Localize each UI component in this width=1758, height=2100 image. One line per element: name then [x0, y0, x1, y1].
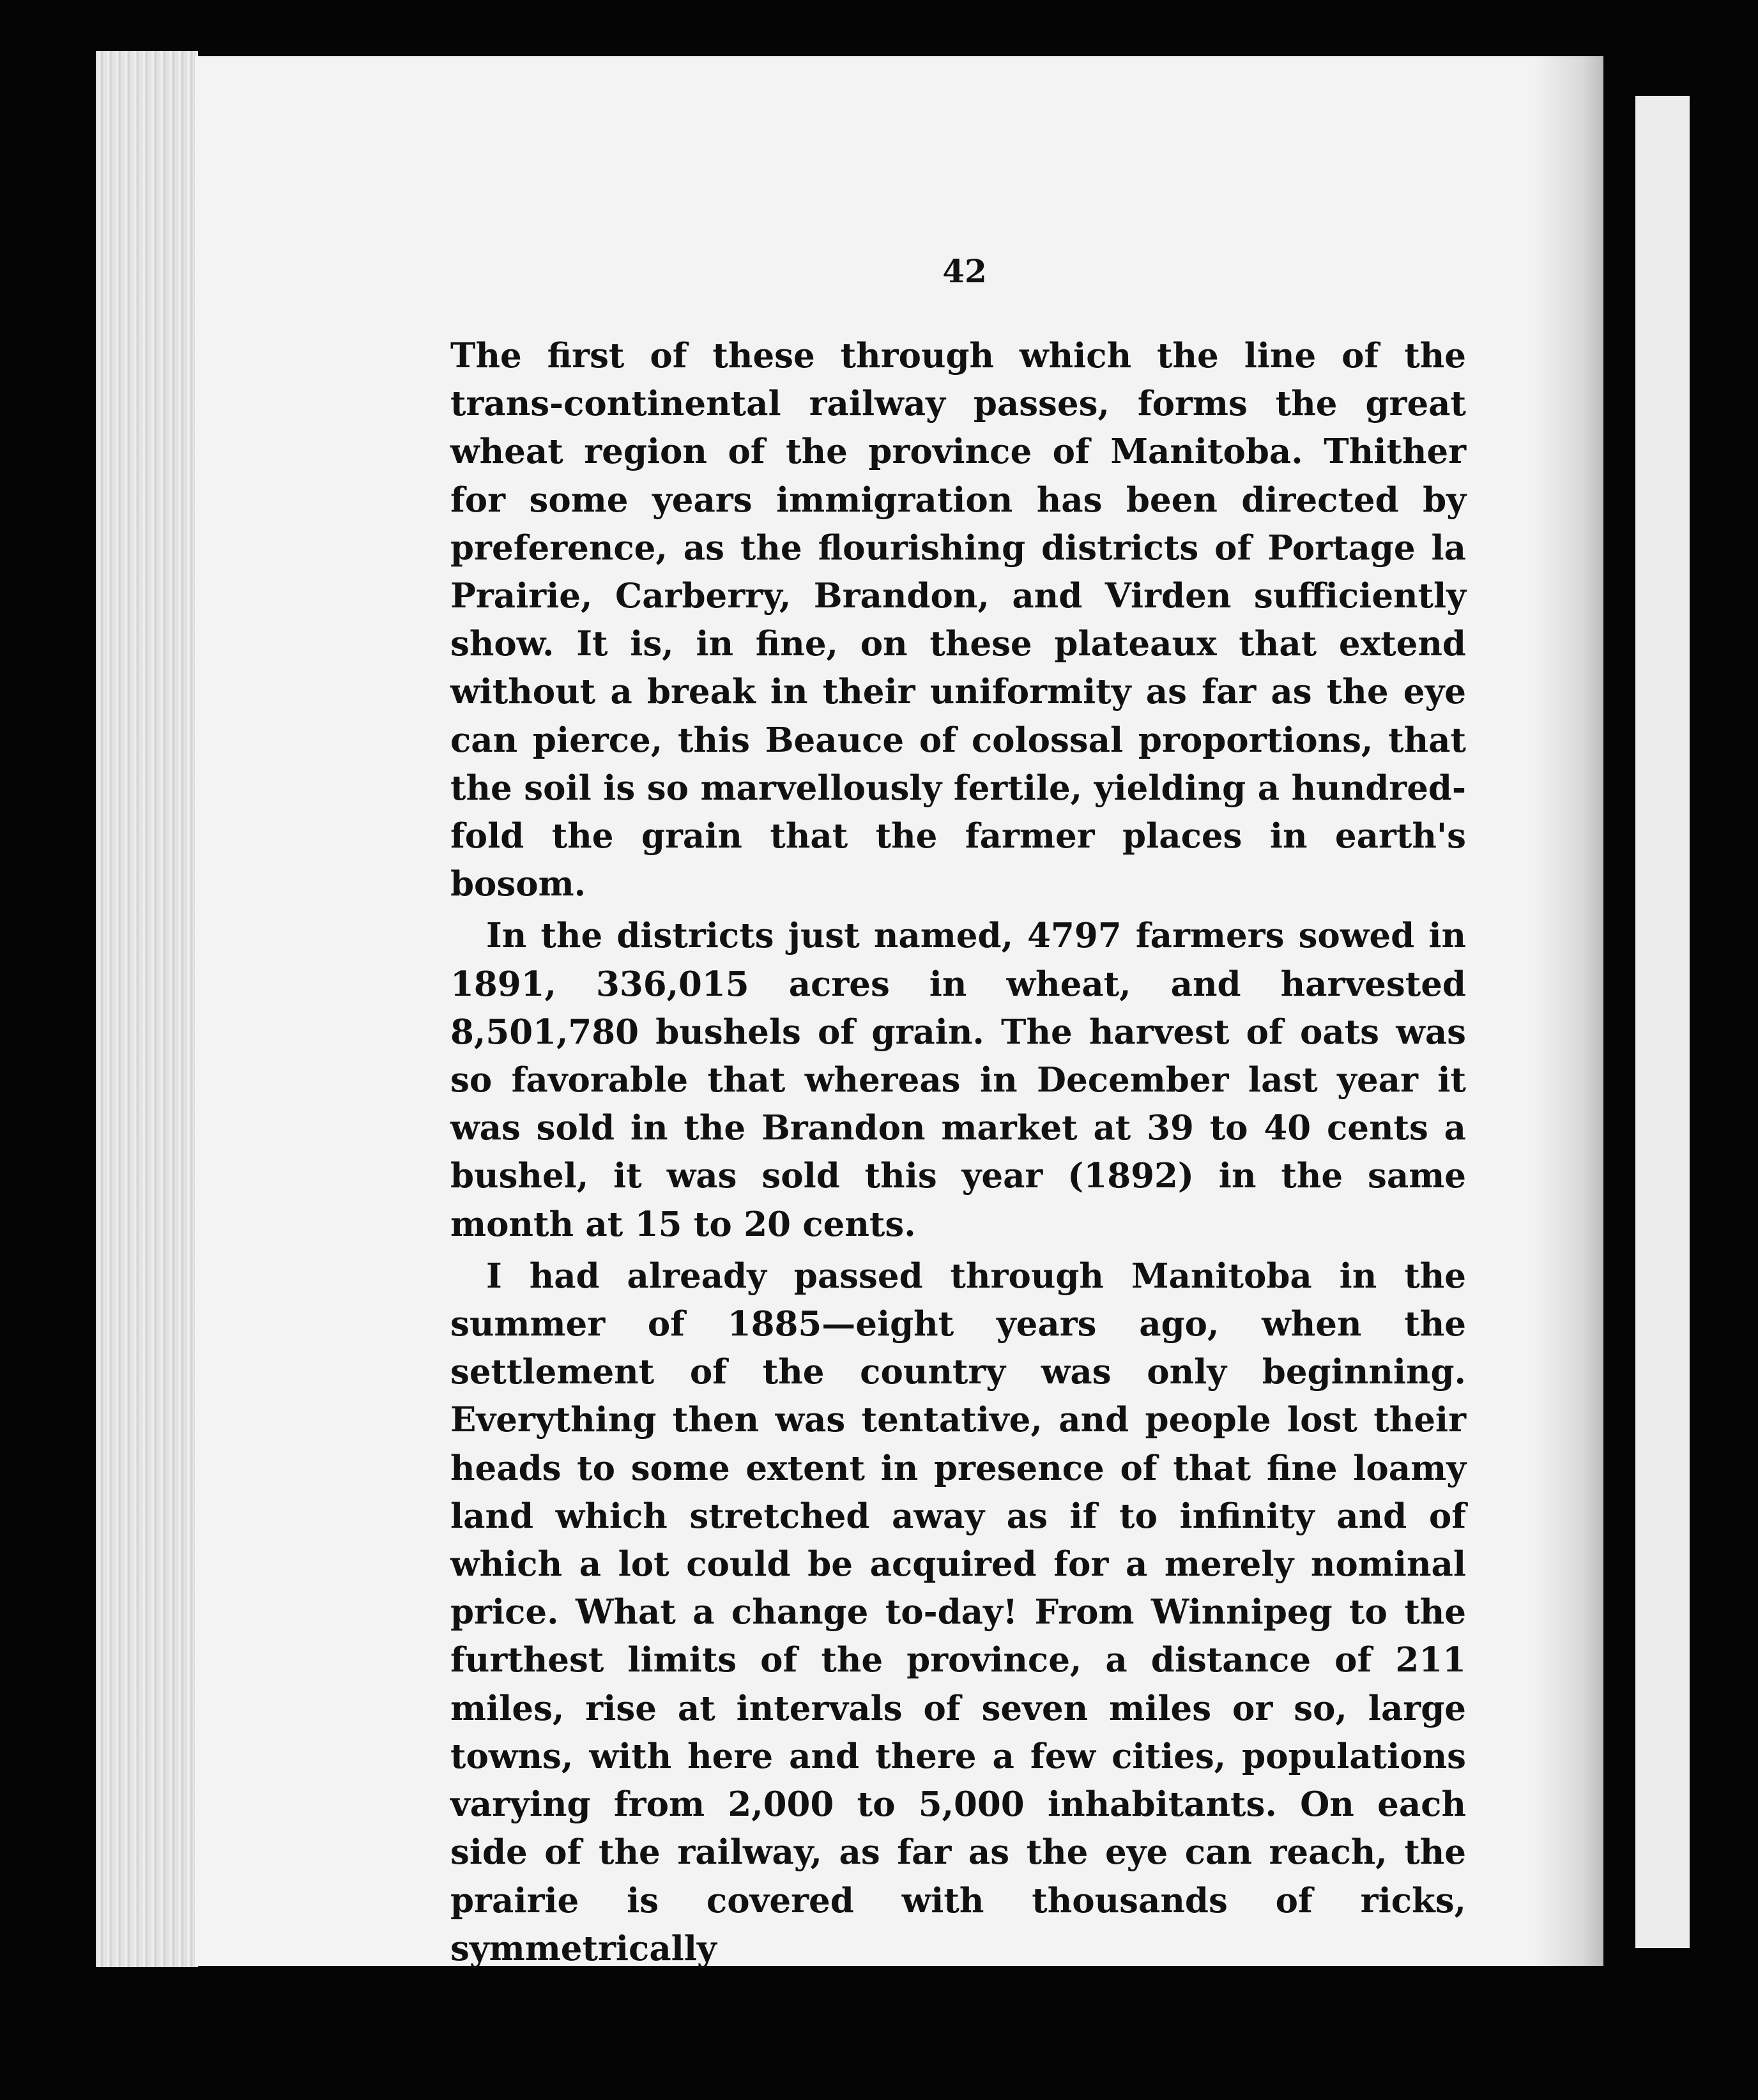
- paragraph-3: I had already passed through Manitoba in the summer of 1885—eight years ago, when the settlement of the country was only beginning. Everything then was tentative, and people lost their heads to some extent in presence of that fine loamy land which stretched away as if to infinity and of which a lot could be acquired for a merely nominal price. What a change to-day! From Winnipeg to the furthest limits of the province, a distance of 211 miles, rise at intervals of seven miles or so, large towns, with here and there a few cities, populations varying from 2,000 to 5,000 inhabitants. On each side of the railway, as far as the eye can reach, the prairie is covered with thousands of ricks, symmetrically: [450, 1256, 1466, 1968]
- gutter-shadow: [1533, 56, 1603, 1966]
- body-text: [450, 332, 1466, 1977]
- facing-page-edge: [1635, 96, 1690, 1948]
- page-edges: [96, 51, 198, 1967]
- page-number: 42: [942, 252, 987, 290]
- paragraph-1: The first of these through which the line of the trans-continental railway passes, forms the great wheat region of the province of Manitoba. Thither for some years immigration has been directed by preference, as the flourishing districts of Portage la Prairie, Carberry, Brandon, and Virden sufficiently show. It is, in fine, on these plateaux that extend without a break in their uniformity as far as the eye can pierce, this Beauce of colossal proportions, that the soil is so marvellously fertile, yielding a hundred-fold the grain that the farmer places in earth's bosom.: [450, 336, 1466, 904]
- paragraph-2: In the districts just named, 4797 farmers sowed in 1891, 336,015 acres in wheat, and harvested 8,501,780 bushels of grain. The harvest of oats was so favorable that whereas in December last year it was sold in the Brandon market at 39 to 40 cents a bushel, it was sold this year (1892) in the same month at 15 to 20 cents.: [450, 916, 1466, 1244]
